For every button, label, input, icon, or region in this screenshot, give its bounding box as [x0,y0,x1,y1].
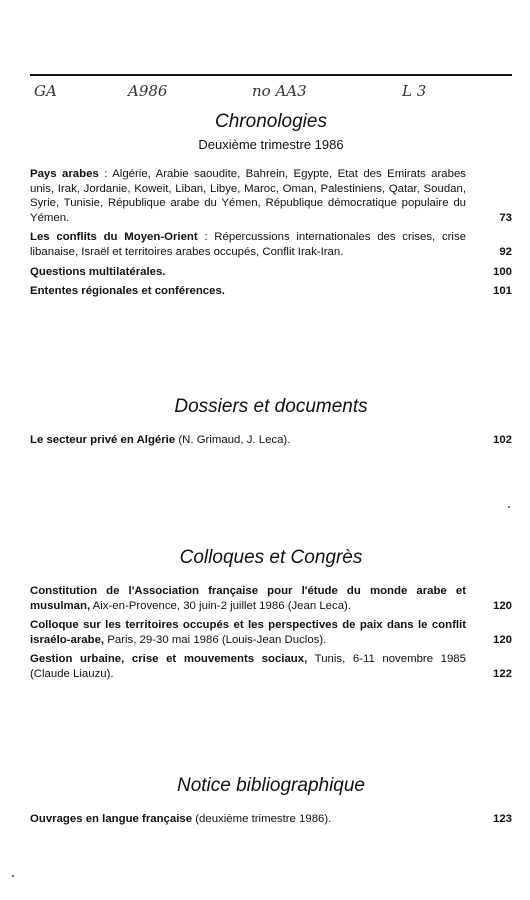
entry-text: Tunis, 6-11 novembre 1985 (Claude Liauzu). [30,653,466,680]
handwritten-annotation [30,82,512,106]
toc-entry [30,812,512,827]
entry-text: (N. Grimaud, J. Leca). [175,434,291,446]
section-chronologies [30,110,512,304]
entry-heading: Pays arabes [30,168,99,180]
entry-text: : Algérie, Arabie saoudite, Bahrein, Egypte, Etat des Emirats arabes unis, Irak, Jordanie, Koweit, Liban, Libye, Maroc, Oman, Palestiniens, Qatar, Soudan, Syrie, Tunisie, République arabe du Yémen, République démocratique populaire du Yémen. [30,168,466,224]
top-rule [30,74,512,76]
toc-entry [30,265,512,280]
entry-heading: Gestion urbaine, crise et mouvements sociaux, [30,653,308,666]
toc-entry [30,652,512,681]
handwritten-note-3: no AA3 [252,82,307,100]
toc-entry [30,618,512,647]
section-notice [30,774,512,832]
section-title: Notice bibliographique [176,775,365,796]
entry-text: Paris, 29-30 mai 1986 (Louis-Jean Duclos). [104,633,327,646]
scan-speck [12,875,14,877]
section-title: Colloques et Congrès [179,547,363,568]
page-number: 73 [499,211,512,224]
page-number: 122 [492,667,512,680]
toc-entry [30,284,512,299]
section-colloques [30,546,512,687]
page-number: 101 [492,285,512,298]
page-number: 120 [492,633,512,646]
section-subtitle: Deuxième trimestre 1986 [198,137,344,152]
page-number: 120 [492,599,512,612]
toc-entry [30,167,512,225]
scan-speck [508,506,510,508]
page-number: 102 [492,434,512,446]
section-title: Dossiers et documents [174,396,368,417]
handwritten-note-2: A986 [128,82,168,100]
entry-text: : Répercussions internationales des crises, crise libanaise, Israël et territoires arabes occupés, Conflit Irak-Iran. [30,231,466,258]
entry-heading: Le secteur privé en Algérie [30,434,176,446]
toc-entry [30,584,512,613]
entry-list [30,812,512,827]
entry-heading: Ententes régionales et conférences. [30,285,225,298]
entry-heading: Questions multilatérales. [30,265,166,278]
section-title: Chronologies [215,111,327,132]
entry-heading: Colloque sur les territoires occupés et les perspectives de paix dans le conflit israélo-arabe, [30,619,466,646]
entry-heading: Ouvrages en langue française [30,813,193,825]
toc-entry [30,230,512,259]
page-number: 92 [499,245,512,258]
entry-list [30,584,512,682]
page-number: 100 [492,265,512,278]
page-number: 123 [492,813,512,825]
entry-heading: Les conflits du Moyen-Orient [30,231,198,244]
handwritten-note-1: GA [34,82,57,100]
handwritten-note-4: L 3 [402,82,427,100]
entry-text: (deuxième trimestre 1986). [192,813,332,825]
section-dossiers [30,395,512,453]
entry-heading: Constitution de l'Association française pour l'étude du monde arabe et musulman, [30,585,466,612]
entry-text: Aix-en-Provence, 30 juin-2 juillet 1986 (Jean Leca). [90,599,352,612]
toc-entry [30,433,512,448]
entry-list [30,167,512,299]
entry-list [30,433,512,448]
